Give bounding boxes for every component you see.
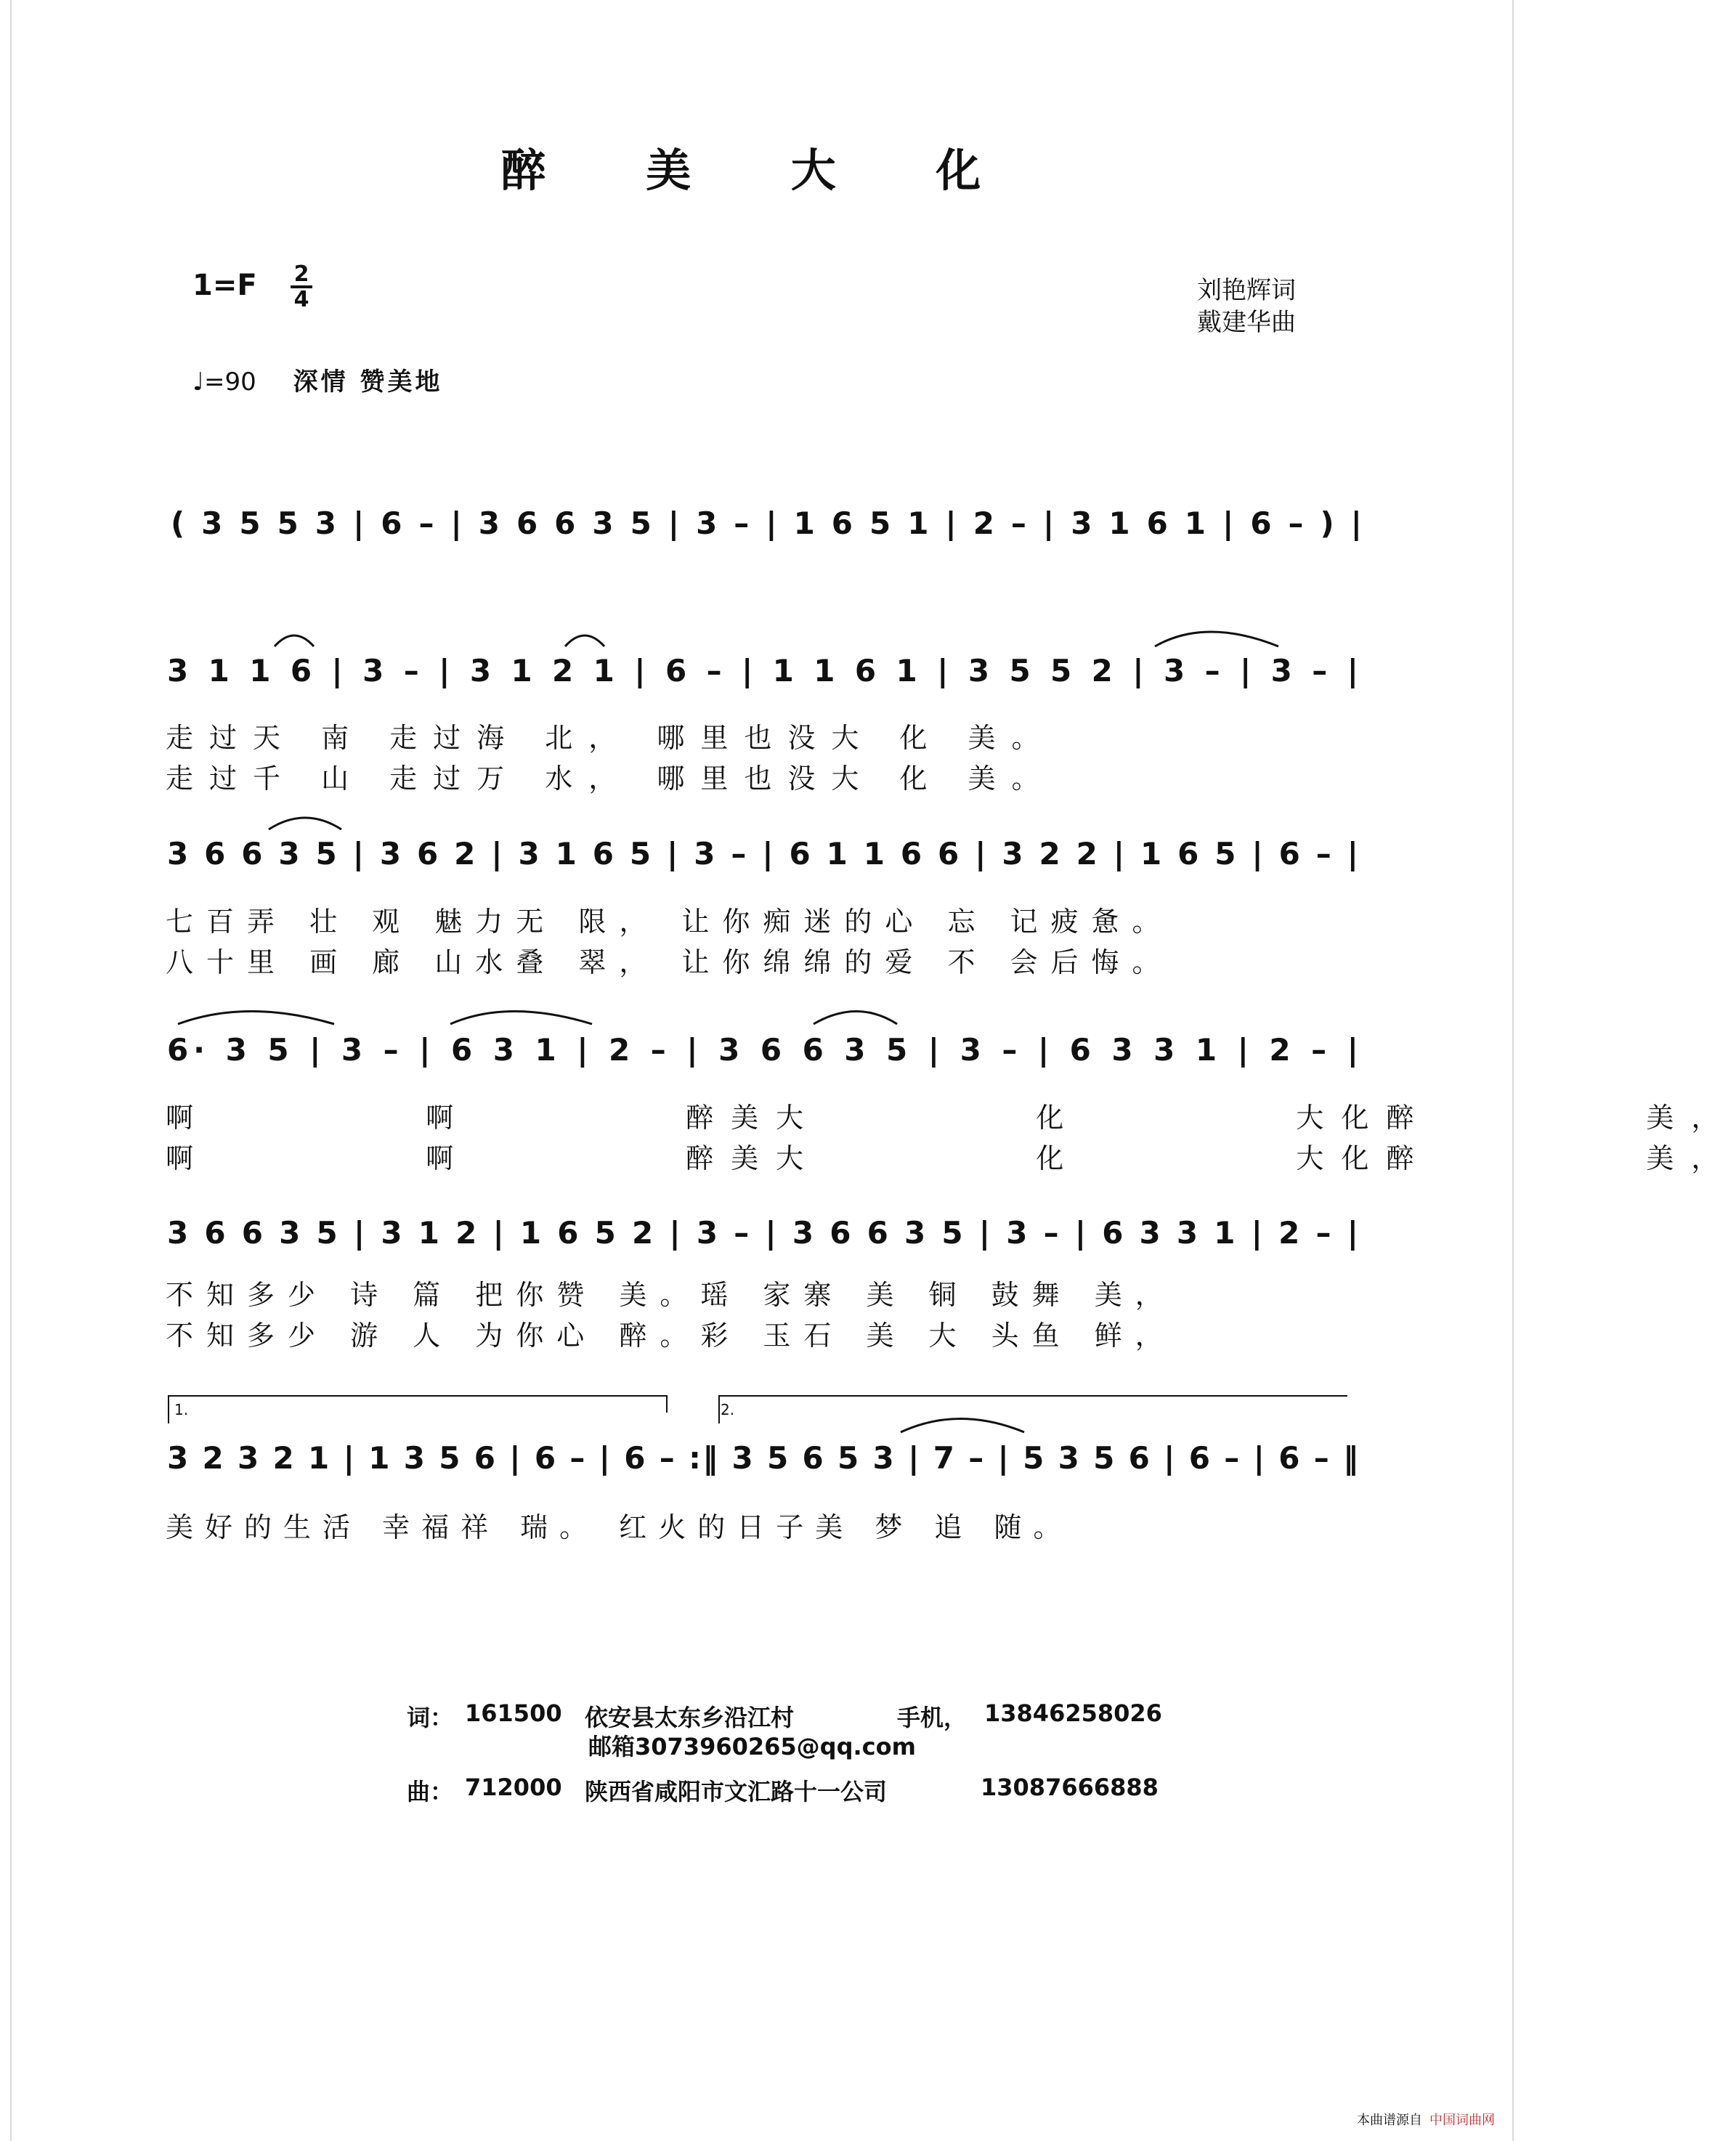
lyric-verse-1: 啊 啊 醉美大 化 大化醉 美， — [166, 1102, 1736, 1134]
tie-arc — [275, 635, 314, 646]
composer-phone: 13087666888 — [981, 1774, 1159, 1801]
time-signature-top: 2 — [293, 261, 309, 287]
time-signature-bottom: 4 — [291, 285, 312, 311]
tie-arc — [1155, 632, 1278, 646]
volta-1-bracket — [169, 1396, 667, 1423]
source-watermark — [1357, 2110, 1495, 2129]
key-signature: 1=F — [192, 269, 257, 302]
volta-2-label: 2. — [721, 1401, 735, 1418]
watermark-brand: 中国词曲网 — [1429, 2113, 1495, 2128]
composer-label: 曲： — [407, 1778, 454, 1805]
lyric-verse-2: 走过千 山 走过万 水， 哪里也没大 化 美。 — [166, 763, 1055, 795]
lyricist-postcode: 161500 — [465, 1699, 562, 1727]
notes-line-0: ( 3 5 5 3 | 6 – | 3 6 6 3 5 | 3 – | 1 6 5 1 | 2 – | 3 1 6 1 | 6 – ) | — [171, 505, 1362, 541]
lyricist-email: 邮箱3073960265@qq.com — [588, 1733, 916, 1760]
composer-postcode: 712000 — [465, 1774, 562, 1801]
watermark-text: 本曲谱源自 — [1357, 2113, 1422, 2128]
lyricist-label: 词： — [407, 1704, 454, 1731]
tie-arc — [269, 818, 341, 829]
tie-arc — [450, 1012, 592, 1025]
lyric-verse-1: 美好的生活 幸福祥 瑞。 红火的日子美 梦 追 随。 — [166, 1511, 1073, 1543]
lyric-verse-1: 七百弄 壮 观 魅力无 限， 让你痴迷的心 忘 记疲惫。 — [166, 906, 1173, 938]
volta-1-label: 1. — [174, 1401, 189, 1418]
notes-line-4: 3 6 6 3 5 | 3 1 2 | 1 6 5 2 | 3 – | 3 6 6 3 5 | 3 – | 6 3 3 1 | 2 – | — [167, 1215, 1358, 1251]
tie-arc — [178, 1012, 334, 1025]
notes-line-5: 3 2 3 2 1 | 1 3 5 6 | 6 – | 6 – :‖ 3 5 6 5 3 | 7 – | 5 3 5 6 | 6 – | 6 – ‖ — [167, 1440, 1358, 1476]
volta-2-bracket — [719, 1396, 1347, 1423]
lyric-verse-2: 不知多少 游 人 为你心 醉。彩 玉石 美 大 头鱼 鲜， — [166, 1320, 1176, 1352]
notes-line-2: 3 6 6 3 5 | 3 6 2 | 3 1 6 5 | 3 – | 6 1 1 6 6 | 3 2 2 | 1 6 5 | 6 – | — [167, 836, 1358, 872]
tie-arc — [814, 1012, 897, 1025]
lyric-verse-1: 走过天 南 走过海 北， 哪里也没大 化 美。 — [166, 722, 1055, 754]
tie-arc — [901, 1419, 1024, 1433]
song-title: 醉 美 大 化 — [500, 144, 1023, 197]
lyricist-credit: 刘艳辉词 — [1197, 276, 1296, 305]
notes-line-3: 6· 3 5 | 3 – | 6 3 1 | 2 – | 3 6 6 3 5 | 3 – | 6 3 3 1 | 2 – | — [167, 1032, 1358, 1068]
composer-credit: 戴建华曲 — [1197, 308, 1296, 337]
expression-mark: 深情 赞美地 — [293, 367, 443, 397]
lyricist-address: 依安县太东乡沿江村 — [585, 1704, 795, 1731]
composer-address: 陕西省咸阳市文汇路十一公司 — [585, 1778, 888, 1805]
lyricist-phone: 13846258026 — [984, 1699, 1162, 1727]
lyric-verse-2: 啊 啊 醉美大 化 大化醉 美， — [166, 1142, 1736, 1174]
lyric-verse-1: 不知多少 诗 篇 把你赞 美。瑶 家寨 美 铜 鼓舞 美， — [166, 1279, 1176, 1311]
tempo-mark: ♩=90 — [192, 367, 256, 397]
notes-line-1: 3 1 1 6 | 3 – | 3 1 2 1 | 6 – | 1 1 6 1 | 3 5 5 2 | 3 – | 3 – | — [167, 653, 1358, 688]
lyricist-phone-label: 手机， — [897, 1704, 968, 1731]
tie-arc — [565, 635, 604, 646]
lyric-verse-2: 八十里 画 廊 山水叠 翠， 让你绵绵的爱 不 会后悔。 — [166, 946, 1173, 978]
